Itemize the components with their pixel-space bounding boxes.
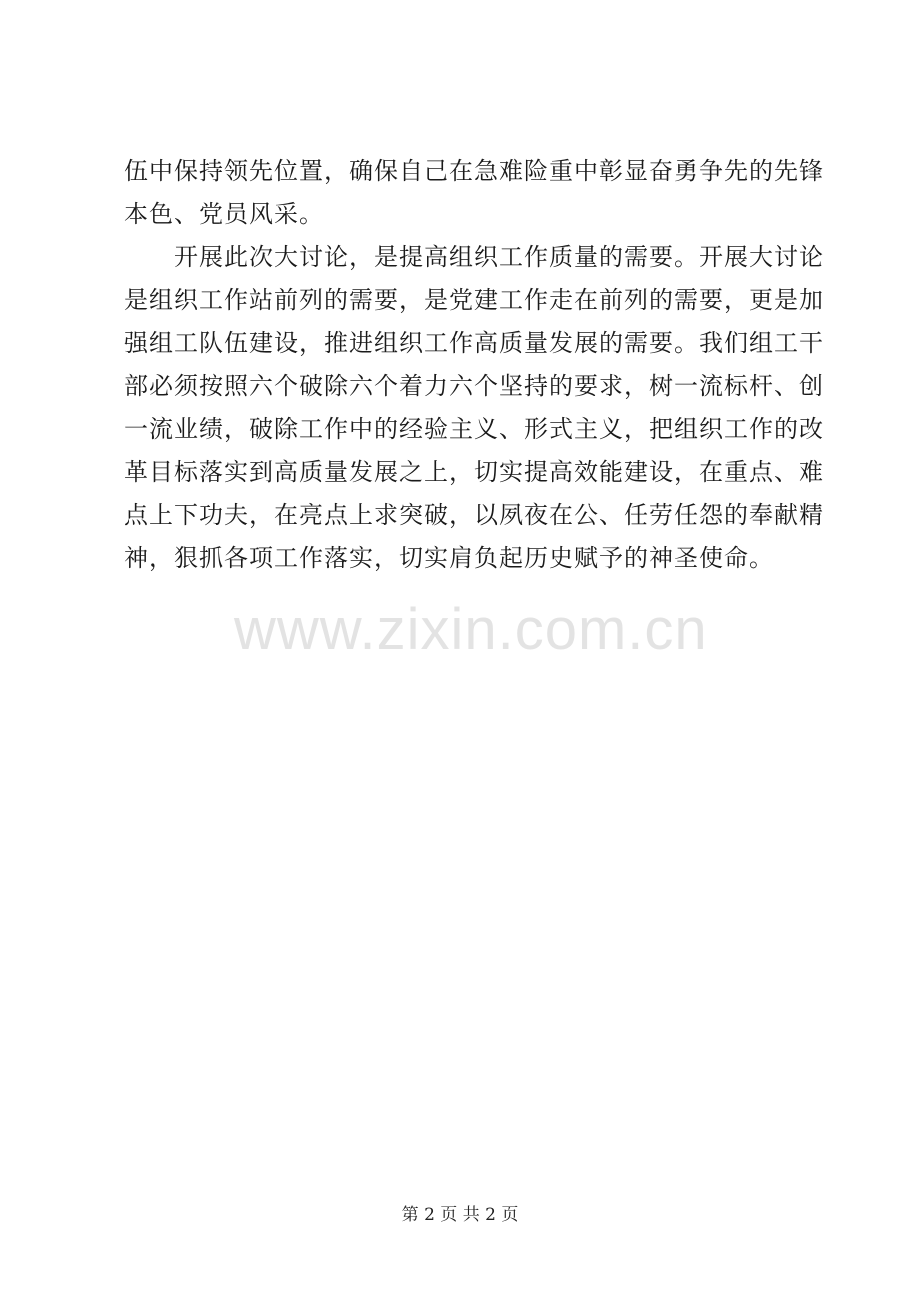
text-line: 伍中保持领先位置，确保自己在急难险重中彰显奋勇争先的先锋 [124,157,824,185]
document-body [124,150,824,580]
text-line: 一流业绩，破除工作中的经验主义、形式主义，把组织工作的改 [124,415,824,443]
text-line: 神，狠抓各项工作落实，切实肩负起历史赋予的神圣使命。 [124,544,774,572]
paragraph-start-line: 开展此次大讨论，是提高组织工作质量的需要。开展大讨论 [174,243,824,271]
text-line: 点上下功夫，在亮点上求突破，以夙夜在公、任劳任怨的奉献精 [124,501,824,529]
text-line: 革目标落实到高质量发展之上，切实提高效能建设，在重点、难 [124,458,824,486]
watermark: www.zixin.com.cn [234,597,708,662]
page-footer: 第 2 页 共 2 页 [401,1205,519,1225]
text-line: 部必须按照六个破除六个着力六个坚持的要求，树一流标杆、创 [124,372,824,400]
text-line: 是组织工作站前列的需要，是党建工作走在前列的需要，更是加 [124,286,824,314]
text-line: 强组工队伍建设，推进组织工作高质量发展的需要。我们组工干 [124,329,824,357]
text-line: 本色、党员风采。 [124,200,324,228]
